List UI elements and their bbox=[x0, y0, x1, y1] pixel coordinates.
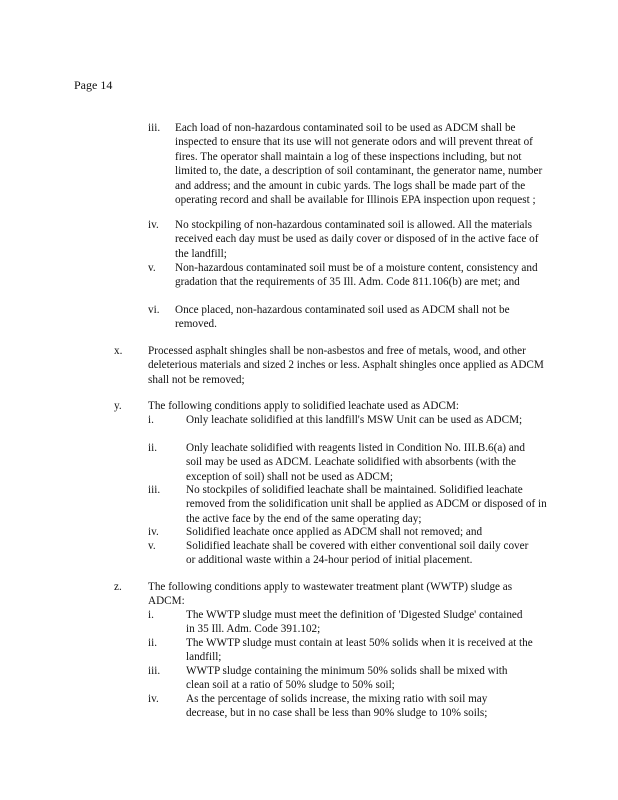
section-text: Processed asphalt shingles shall be non-asbestos and free of metals, wood, and other deleterious materials and sized 2 inches or less. Asphalt shingles once applied as ADCM shall not be removed; bbox=[148, 345, 544, 386]
section-intro: The following conditions apply to wastewater treatment plant (WWTP) sludge as ADCM: bbox=[148, 581, 513, 608]
item-number: iv. bbox=[148, 693, 159, 705]
item-number: vi. bbox=[148, 304, 160, 316]
item-number: i. bbox=[148, 414, 154, 426]
item-number: iv. bbox=[148, 219, 159, 231]
list-item-text: No stockpiling of non-hazardous contaminated soil is allowed. All the materials received each day must be used as daily cover or disposed of in the active face of the landfill; bbox=[175, 219, 539, 260]
list-item-text: No stockpiles of solidified leachate shall be maintained. Solidified leachate removed from the solidification unit shall be applied as ADCM or disposed of in the active face by the end of the same operating day; bbox=[186, 484, 547, 525]
page-number: Page 14 bbox=[74, 78, 113, 92]
list-item-text: Non-hazardous contaminated soil must be of a moisture content, consistency and gradation that the requirements of 35 Ill. Adm. Code 811.106(b) are met; and bbox=[175, 262, 538, 289]
section-letter: y. bbox=[114, 400, 122, 412]
list-item-text: Solidified leachate shall be covered with either conventional soil daily cover or additional waste within a 24-hour period of initial placement. bbox=[186, 540, 529, 567]
item-number: iii. bbox=[148, 484, 161, 496]
list-item-text: Only leachate solidified at this landfill's MSW Unit can be used as ADCM; bbox=[186, 414, 523, 426]
list-item-text: Only leachate solidified with reagents listed in Condition No. III.B.6(a) and soil may be used as ADCM. Leachate solidified with absorbents (with the exception of soil) shall not be used as ADCM; bbox=[186, 442, 525, 483]
list-item-text: WWTP sludge containing the minimum 50% solids shall be mixed with clean soil at a ratio of 50% sludge to 50% soil; bbox=[186, 665, 508, 692]
item-number: ii. bbox=[148, 442, 158, 454]
item-number: i. bbox=[148, 609, 154, 621]
item-number: iii. bbox=[148, 665, 161, 677]
section-letter: z. bbox=[114, 581, 122, 593]
item-number: iii. bbox=[148, 122, 161, 134]
section-intro: The following conditions apply to solidified leachate used as ADCM: bbox=[148, 400, 460, 412]
item-number: v. bbox=[148, 262, 156, 274]
list-item-text: Solidified leachate once applied as ADCM shall not removed; and bbox=[186, 526, 483, 538]
list-item-text: Once placed, non-hazardous contaminated soil used as ADCM shall not be removed. bbox=[175, 304, 510, 331]
item-number: v. bbox=[148, 540, 156, 552]
list-item-text: The WWTP sludge must meet the definition of 'Digested Sludge' contained in 35 Ill. Adm. Code 391.102; bbox=[186, 609, 523, 636]
item-number: ii. bbox=[148, 637, 158, 649]
list-item-text: The WWTP sludge must contain at least 50% solids when it is received at the landfill; bbox=[186, 637, 533, 664]
item-number: iv. bbox=[148, 526, 159, 538]
list-item-text: As the percentage of solids increase, the mixing ratio with soil may decrease, but in no case shall be less than 90% sludge to 10% soils; bbox=[186, 693, 488, 720]
list-item-text: Each load of non-hazardous contaminated soil to be used as ADCM shall be inspected to ensure that its use will not generate odors and will prevent threat of fires. The operator shall maintain a log of these inspections including, but not limited to, the date, a description of soil contaminant, the generator name, number and address; and the amount in cubic yards. The logs shall be made part of the operating record and shall be available for Illinois EPA inspection upon request ; bbox=[175, 122, 543, 207]
section-letter: x. bbox=[114, 345, 123, 357]
